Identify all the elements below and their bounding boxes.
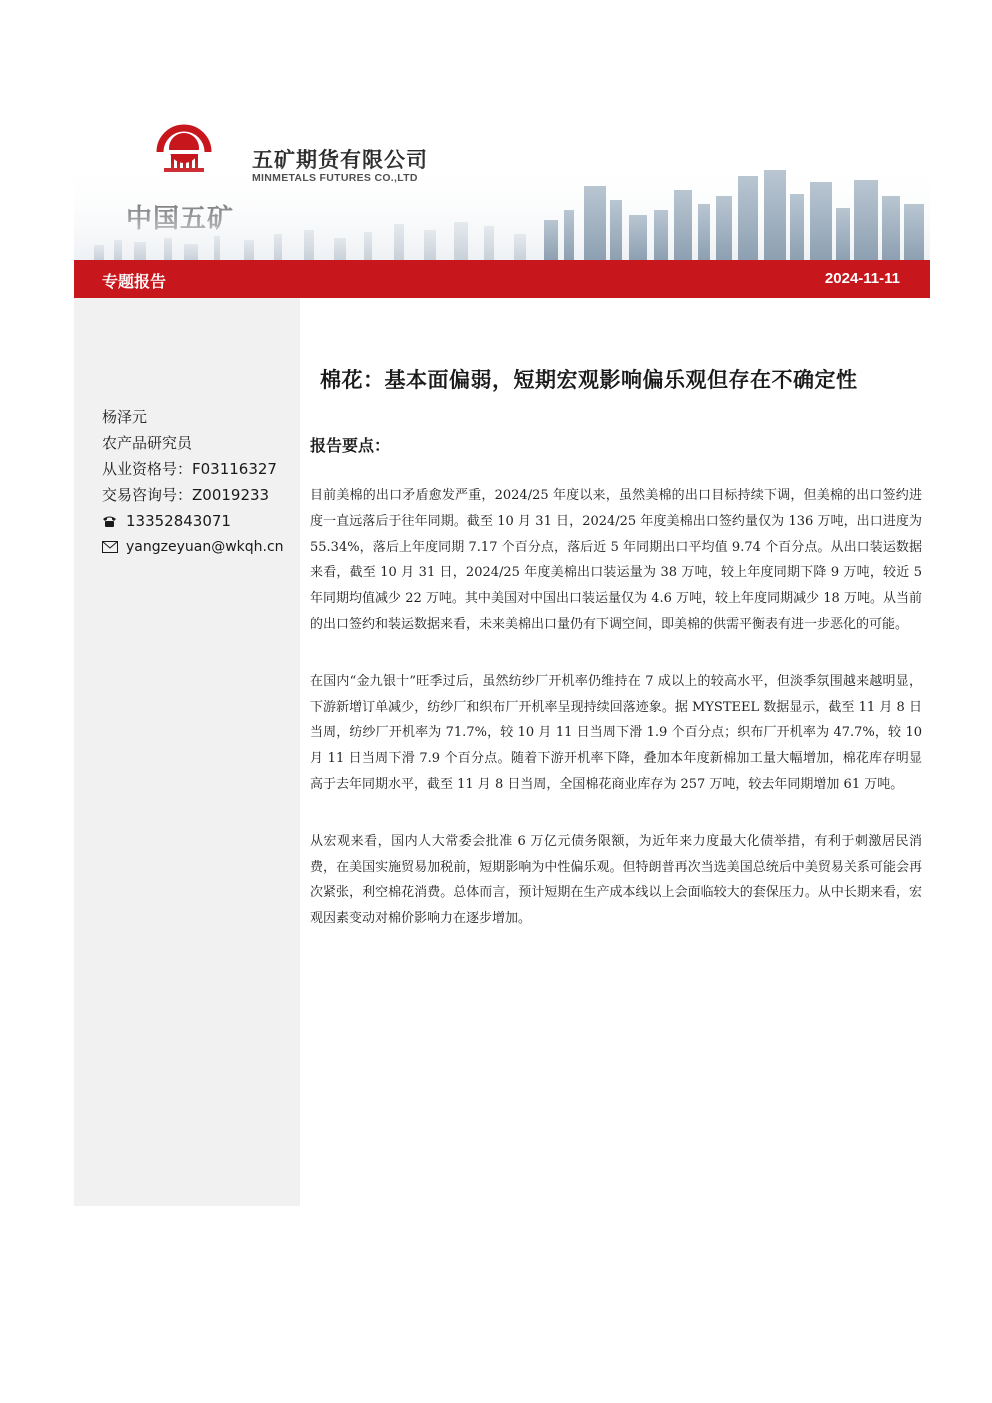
- author-name: 杨泽元: [102, 408, 148, 426]
- city-skyline-image: [74, 160, 930, 260]
- author-consult-number: 交易咨询号：Z0019233: [102, 486, 270, 504]
- author-email[interactable]: [102, 534, 284, 560]
- body-paragraph: 从宏观来看，国内人大常委会批准 6 万亿元债务限额，为近年来力度最大化债举措，有利于刺激居民消费，在美国实施贸易加税前，短期影响为中性偏乐观。但特朗普再次当选美国总统后中美贸易关系可能会再次紧张，利空棉花消费。总体而言，预计短期在生产成本线以上会面临较大的套保压力。从中长期来看，宏观因素变动对棉价影响力在逐步增加。: [310, 833, 922, 927]
- author-sidebar: [74, 298, 300, 1206]
- report-type-label: 专题报告: [102, 272, 167, 291]
- phone-icon: [102, 515, 126, 528]
- author-phone: [102, 508, 284, 534]
- report-date: 2024-11-11: [824, 270, 900, 287]
- body-paragraph: 目前美棉的出口矛盾愈发严重，2024/25 年度以来，虽然美棉的出口目标持续下调，但美棉的出口签约进度一直远落后于往年同期。截至 10 月 31 日，2024/25 年度美棉出口签约量仅为 136 万吨，出口进度为 55.34%，落后上年度同期 7.17 个百分点，落后近 5 年同期出口平均值 9.74 个百分点。从出口装运数据来看，截至 10 月 31 日，2024/25 年度美棉出口装运量为 38 万吨，较上年度同期下降 9 万吨，较近 5 年同期均值减少 22 万吨。其中美国对中国出口装运量仅为 4.6 万吨，较上年度同期减少 18 万吨。从当前的出口签约和装运数据来看，未来美棉出口量仍有下调空间，即美棉的供需平衡表有进一步恶化的可能。: [310, 488, 922, 632]
- author-phone-number: 13352843071: [126, 512, 231, 530]
- envelope-icon: [102, 541, 126, 553]
- report-title: 棉花：基本面偏弱，短期宏观影响偏乐观但存在不确定性: [320, 368, 858, 392]
- author-qualification: 从业资格号：F03116327: [102, 460, 277, 478]
- body-paragraph: 在国内“金九银十”旺季过后，虽然纺纱厂开机率仍维持在 7 成以上的较高水平，但淡季氛围越来越明显，下游新增订单减少，纺纱厂和织布厂开机率呈现持续回落迹象。据 MYSTEEL 数据显示，截至 11 月 8 日当周，纺纱厂开机率为 71.7%，较 10 月 11 日当周下滑 1.9 个百分点；织布厂开机率为 47.7%，较 10 月 11 日当周下滑 7.9 个百分点。随着下游开机率下降，叠加本年度新棉加工量大幅增加，棉花库存明显高于去年同期水平，截至 11 月 8 日当周，全国棉花商业库存为 257 万吨，较去年同期增加 61 万吨。: [310, 673, 922, 792]
- author-role: 农产品研究员: [102, 434, 193, 452]
- report-type-band: [74, 260, 930, 298]
- author-email-address[interactable]: yangzeyuan@wkqh.cn: [126, 539, 284, 555]
- report-header: [74, 100, 930, 260]
- section-heading: 报告要点：: [310, 436, 391, 455]
- author-info: [102, 404, 284, 560]
- report-body: [310, 483, 922, 963]
